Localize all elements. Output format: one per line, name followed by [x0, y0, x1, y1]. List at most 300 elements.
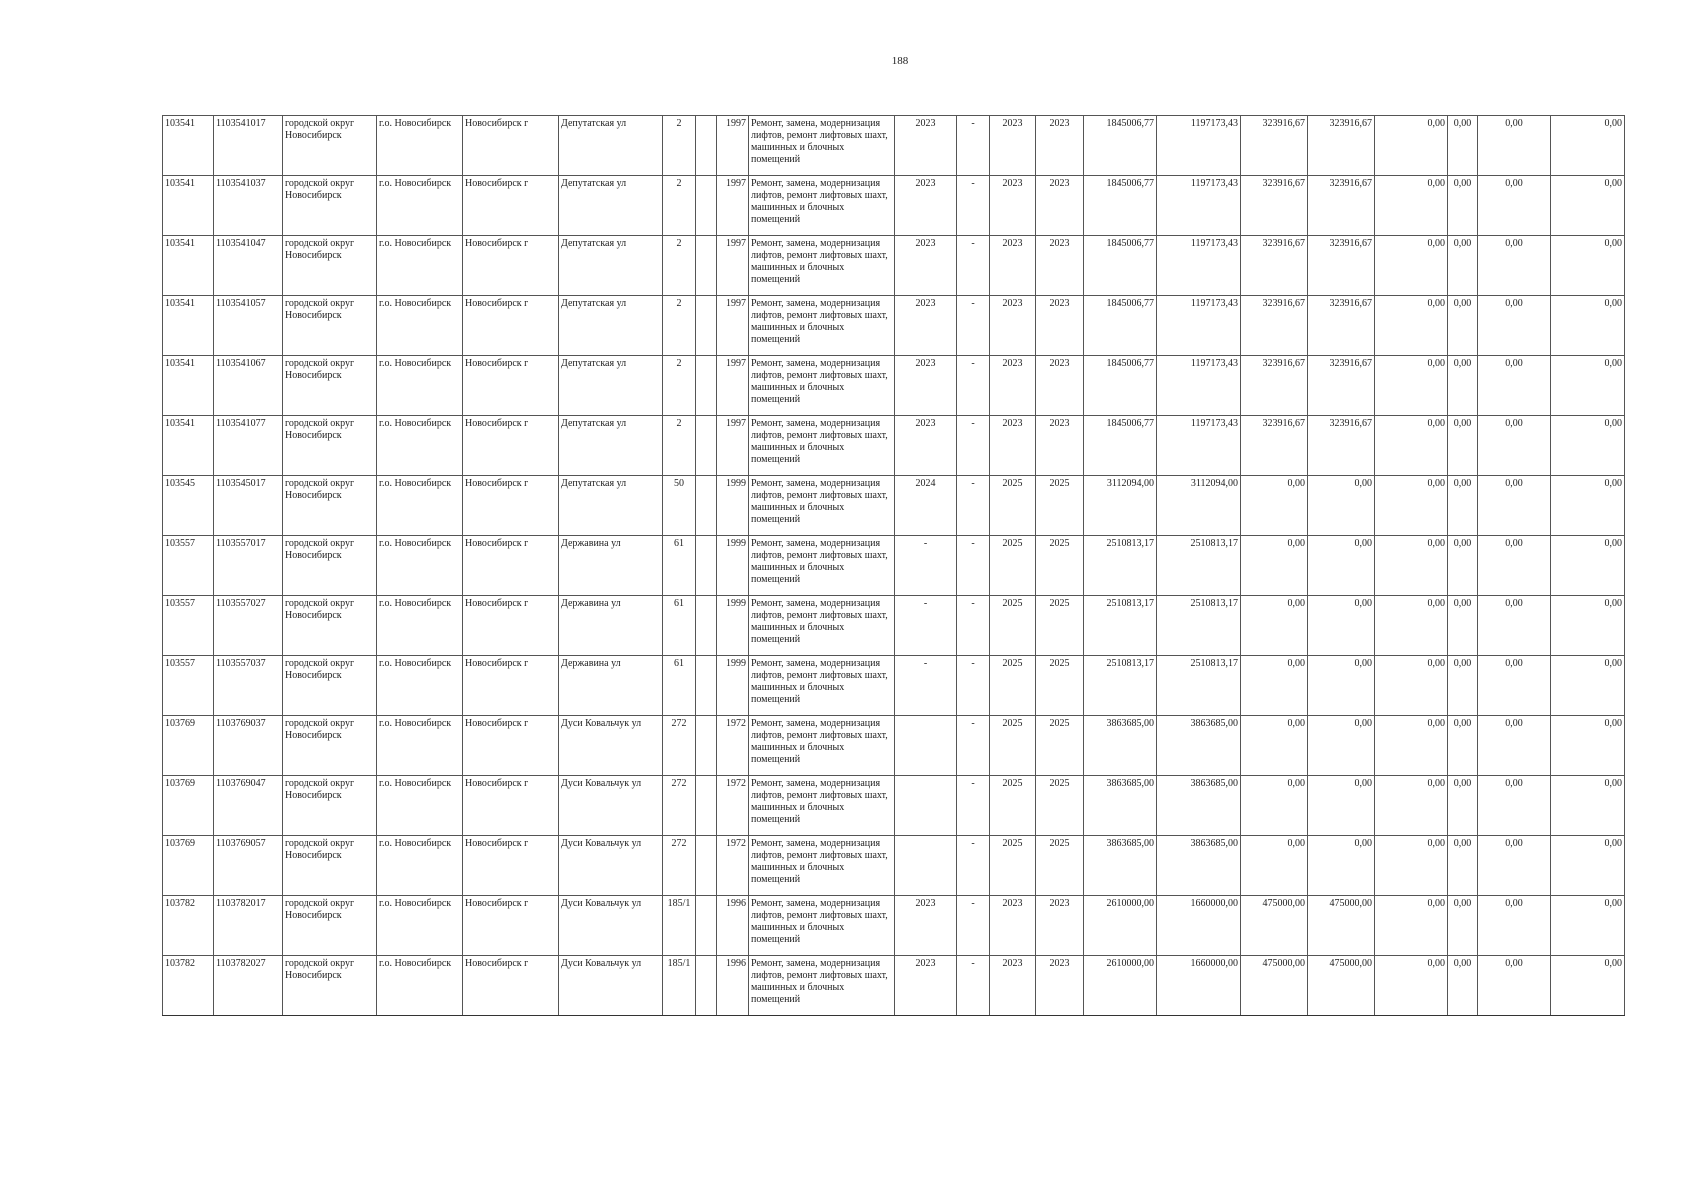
cell-fund-cost: 3112094,00	[1157, 476, 1241, 536]
cell-street: Депутатская ул	[559, 176, 663, 236]
cell-plan-year	[895, 776, 957, 836]
cell-cost-a: 0,00	[1241, 536, 1308, 596]
cell-cost-a: 323916,67	[1241, 296, 1308, 356]
cell-house: 185/1	[663, 896, 696, 956]
cell-cost-e: 0,00	[1478, 836, 1551, 896]
cell-id: 103769	[163, 716, 214, 776]
cell-cost-d: 0,00	[1448, 776, 1478, 836]
cell-year: 1997	[717, 356, 749, 416]
cell-cost-e: 0,00	[1478, 896, 1551, 956]
cell-plan-year: 2023	[895, 236, 957, 296]
cell-fund-cost: 3863685,00	[1157, 836, 1241, 896]
cell-plan-year: 2024	[895, 476, 957, 536]
table-row	[163, 956, 1625, 1016]
cell-work-type: Ремонт, замена, модернизация лифтов, ремонт лифтовых шахт, машинных и блочных помещений	[749, 296, 895, 356]
cell-fund-cost: 1660000,00	[1157, 956, 1241, 1016]
cell-plan-year: -	[895, 656, 957, 716]
cell-cost-f: 0,00	[1551, 656, 1625, 716]
cell-code: 1103769057	[214, 836, 283, 896]
cell-cost-b: 475000,00	[1308, 896, 1375, 956]
cell-work-type: Ремонт, замена, модернизация лифтов, ремонт лифтовых шахт, машинных и блочных помещений	[749, 356, 895, 416]
cell-building	[696, 176, 717, 236]
cell-plan-year: 2023	[895, 416, 957, 476]
cell-cost-b: 475000,00	[1308, 956, 1375, 1016]
cell-cost-c: 0,00	[1375, 716, 1448, 776]
cell-city: Новосибирск г	[463, 356, 559, 416]
cell-cost-e: 0,00	[1478, 776, 1551, 836]
cell-end-year: 2023	[1036, 896, 1084, 956]
cell-cost-c: 0,00	[1375, 596, 1448, 656]
cell-cost-a: 475000,00	[1241, 896, 1308, 956]
cell-dash: -	[957, 656, 990, 716]
cell-total-cost: 3112094,00	[1084, 476, 1157, 536]
cell-building	[696, 776, 717, 836]
cell-start-year: 2025	[990, 536, 1036, 596]
cell-end-year: 2023	[1036, 416, 1084, 476]
cell-start-year: 2023	[990, 896, 1036, 956]
cell-municipality: городской округ Новосибирск	[283, 776, 377, 836]
cell-work-type: Ремонт, замена, модернизация лифтов, ремонт лифтовых шахт, машинных и блочных помещений	[749, 776, 895, 836]
cell-start-year: 2023	[990, 296, 1036, 356]
table-row	[163, 356, 1625, 416]
cell-city: Новосибирск г	[463, 236, 559, 296]
cell-cost-e: 0,00	[1478, 236, 1551, 296]
cell-cost-b: 0,00	[1308, 596, 1375, 656]
cell-dash: -	[957, 236, 990, 296]
cell-work-type: Ремонт, замена, модернизация лифтов, ремонт лифтовых шахт, машинных и блочных помещений	[749, 716, 895, 776]
table-row	[163, 116, 1625, 176]
cell-end-year: 2025	[1036, 536, 1084, 596]
table-row	[163, 296, 1625, 356]
cell-total-cost: 3863685,00	[1084, 716, 1157, 776]
cell-end-year: 2025	[1036, 596, 1084, 656]
cell-house: 272	[663, 776, 696, 836]
cell-id: 103541	[163, 236, 214, 296]
cell-city: Новосибирск г	[463, 656, 559, 716]
cell-cost-e: 0,00	[1478, 176, 1551, 236]
cell-municipality: городской округ Новосибирск	[283, 296, 377, 356]
cell-cost-e: 0,00	[1478, 356, 1551, 416]
cell-cost-b: 323916,67	[1308, 296, 1375, 356]
cell-year: 1997	[717, 236, 749, 296]
cell-year: 1996	[717, 896, 749, 956]
cell-cost-a: 475000,00	[1241, 956, 1308, 1016]
cell-year: 1997	[717, 176, 749, 236]
cell-work-type: Ремонт, замена, модернизация лифтов, ремонт лифтовых шахт, машинных и блочных помещений	[749, 476, 895, 536]
cell-settlement-type: г.о. Новосибирск	[377, 716, 463, 776]
cell-house: 50	[663, 476, 696, 536]
cell-id: 103557	[163, 656, 214, 716]
cell-settlement-type: г.о. Новосибирск	[377, 836, 463, 896]
cell-cost-c: 0,00	[1375, 236, 1448, 296]
cell-start-year: 2025	[990, 836, 1036, 896]
cell-year: 1972	[717, 776, 749, 836]
cell-total-cost: 3863685,00	[1084, 776, 1157, 836]
cell-fund-cost: 2510813,17	[1157, 656, 1241, 716]
cell-end-year: 2023	[1036, 956, 1084, 1016]
cell-total-cost: 3863685,00	[1084, 836, 1157, 896]
cell-start-year: 2023	[990, 116, 1036, 176]
cell-cost-c: 0,00	[1375, 416, 1448, 476]
cell-cost-a: 0,00	[1241, 596, 1308, 656]
cell-start-year: 2025	[990, 476, 1036, 536]
cell-start-year: 2023	[990, 236, 1036, 296]
cell-cost-e: 0,00	[1478, 116, 1551, 176]
cell-dash: -	[957, 776, 990, 836]
cell-cost-b: 323916,67	[1308, 176, 1375, 236]
cell-start-year: 2025	[990, 716, 1036, 776]
cell-end-year: 2025	[1036, 476, 1084, 536]
cell-municipality: городской округ Новосибирск	[283, 356, 377, 416]
cell-code: 1103541077	[214, 416, 283, 476]
cell-total-cost: 2610000,00	[1084, 956, 1157, 1016]
cell-end-year: 2023	[1036, 116, 1084, 176]
cell-dash: -	[957, 836, 990, 896]
cell-cost-a: 323916,67	[1241, 236, 1308, 296]
cell-code: 1103545017	[214, 476, 283, 536]
cell-cost-f: 0,00	[1551, 176, 1625, 236]
cell-code: 1103782027	[214, 956, 283, 1016]
cell-start-year: 2023	[990, 956, 1036, 1016]
cell-house: 2	[663, 116, 696, 176]
cell-cost-d: 0,00	[1448, 296, 1478, 356]
cell-municipality: городской округ Новосибирск	[283, 176, 377, 236]
cell-total-cost: 1845006,77	[1084, 416, 1157, 476]
cell-cost-f: 0,00	[1551, 956, 1625, 1016]
cell-year: 1997	[717, 116, 749, 176]
cell-year: 1999	[717, 596, 749, 656]
cell-fund-cost: 3863685,00	[1157, 776, 1241, 836]
cell-cost-a: 0,00	[1241, 476, 1308, 536]
cell-settlement-type: г.о. Новосибирск	[377, 536, 463, 596]
table-row	[163, 776, 1625, 836]
cell-cost-e: 0,00	[1478, 476, 1551, 536]
cell-house: 2	[663, 176, 696, 236]
cell-cost-f: 0,00	[1551, 416, 1625, 476]
cell-city: Новосибирск г	[463, 416, 559, 476]
cell-cost-d: 0,00	[1448, 596, 1478, 656]
cell-street: Дуси Ковальчук ул	[559, 716, 663, 776]
cell-work-type: Ремонт, замена, модернизация лифтов, ремонт лифтовых шахт, машинных и блочных помещений	[749, 536, 895, 596]
cell-cost-d: 0,00	[1448, 836, 1478, 896]
cell-cost-c: 0,00	[1375, 356, 1448, 416]
cell-plan-year: 2023	[895, 956, 957, 1016]
cell-house: 2	[663, 416, 696, 476]
table-row	[163, 896, 1625, 956]
cell-cost-c: 0,00	[1375, 116, 1448, 176]
cell-house: 61	[663, 656, 696, 716]
table-row	[163, 176, 1625, 236]
cell-city: Новосибирск г	[463, 896, 559, 956]
cell-cost-e: 0,00	[1478, 296, 1551, 356]
cell-dash: -	[957, 716, 990, 776]
cell-house: 61	[663, 596, 696, 656]
cell-cost-f: 0,00	[1551, 476, 1625, 536]
cell-settlement-type: г.о. Новосибирск	[377, 416, 463, 476]
cell-cost-b: 0,00	[1308, 656, 1375, 716]
cell-municipality: городской округ Новосибирск	[283, 596, 377, 656]
cell-settlement-type: г.о. Новосибирск	[377, 296, 463, 356]
cell-municipality: городской округ Новосибирск	[283, 416, 377, 476]
cell-cost-b: 0,00	[1308, 716, 1375, 776]
cell-code: 1103557037	[214, 656, 283, 716]
cell-id: 103782	[163, 896, 214, 956]
cell-city: Новосибирск г	[463, 116, 559, 176]
table-body	[163, 116, 1625, 1016]
cell-year: 1972	[717, 836, 749, 896]
cell-total-cost: 1845006,77	[1084, 356, 1157, 416]
cell-settlement-type: г.о. Новосибирск	[377, 116, 463, 176]
cell-start-year: 2025	[990, 656, 1036, 716]
cell-fund-cost: 1660000,00	[1157, 896, 1241, 956]
cell-plan-year: 2023	[895, 176, 957, 236]
cell-plan-year: 2023	[895, 356, 957, 416]
page-number: 188	[891, 55, 909, 67]
cell-year: 1996	[717, 956, 749, 1016]
cell-code: 1103557017	[214, 536, 283, 596]
table-row	[163, 536, 1625, 596]
cell-work-type: Ремонт, замена, модернизация лифтов, ремонт лифтовых шахт, машинных и блочных помещений	[749, 596, 895, 656]
cell-street: Депутатская ул	[559, 476, 663, 536]
cell-building	[696, 116, 717, 176]
cell-plan-year: 2023	[895, 896, 957, 956]
cell-end-year: 2025	[1036, 716, 1084, 776]
cell-municipality: городской округ Новосибирск	[283, 716, 377, 776]
cell-code: 1103541017	[214, 116, 283, 176]
cell-work-type: Ремонт, замена, модернизация лифтов, ремонт лифтовых шахт, машинных и блочных помещений	[749, 956, 895, 1016]
cell-dash: -	[957, 416, 990, 476]
cell-settlement-type: г.о. Новосибирск	[377, 956, 463, 1016]
cell-plan-year: 2023	[895, 296, 957, 356]
cell-street: Дуси Ковальчук ул	[559, 956, 663, 1016]
cell-municipality: городской округ Новосибирск	[283, 116, 377, 176]
cell-end-year: 2025	[1036, 656, 1084, 716]
cell-total-cost: 1845006,77	[1084, 176, 1157, 236]
cell-dash: -	[957, 476, 990, 536]
cell-cost-e: 0,00	[1478, 596, 1551, 656]
cell-dash: -	[957, 896, 990, 956]
cell-year: 1997	[717, 416, 749, 476]
cell-building	[696, 476, 717, 536]
cell-building	[696, 356, 717, 416]
cell-dash: -	[957, 176, 990, 236]
cell-house: 2	[663, 356, 696, 416]
cell-work-type: Ремонт, замена, модернизация лифтов, ремонт лифтовых шахт, машинных и блочных помещений	[749, 836, 895, 896]
cell-cost-e: 0,00	[1478, 656, 1551, 716]
cell-cost-b: 0,00	[1308, 776, 1375, 836]
cell-cost-e: 0,00	[1478, 956, 1551, 1016]
cell-city: Новосибирск г	[463, 836, 559, 896]
cell-building	[696, 896, 717, 956]
cell-house: 2	[663, 296, 696, 356]
cell-work-type: Ремонт, замена, модернизация лифтов, ремонт лифтовых шахт, машинных и блочных помещений	[749, 416, 895, 476]
cell-end-year: 2025	[1036, 836, 1084, 896]
repair-program-table	[162, 115, 1625, 1016]
cell-plan-year: -	[895, 536, 957, 596]
cell-municipality: городской округ Новосибирск	[283, 236, 377, 296]
cell-work-type: Ремонт, замена, модернизация лифтов, ремонт лифтовых шахт, машинных и блочных помещений	[749, 116, 895, 176]
cell-city: Новосибирск г	[463, 176, 559, 236]
cell-dash: -	[957, 596, 990, 656]
cell-street: Державина ул	[559, 656, 663, 716]
cell-cost-b: 323916,67	[1308, 236, 1375, 296]
cell-id: 103769	[163, 776, 214, 836]
cell-start-year: 2023	[990, 356, 1036, 416]
cell-settlement-type: г.о. Новосибирск	[377, 176, 463, 236]
cell-street: Депутатская ул	[559, 116, 663, 176]
cell-building	[696, 836, 717, 896]
cell-cost-e: 0,00	[1478, 716, 1551, 776]
cell-code: 1103541057	[214, 296, 283, 356]
cell-settlement-type: г.о. Новосибирск	[377, 896, 463, 956]
cell-code: 1103541037	[214, 176, 283, 236]
cell-id: 103545	[163, 476, 214, 536]
cell-cost-d: 0,00	[1448, 656, 1478, 716]
cell-dash: -	[957, 536, 990, 596]
cell-building	[696, 536, 717, 596]
cell-building	[696, 716, 717, 776]
cell-code: 1103541067	[214, 356, 283, 416]
cell-fund-cost: 3863685,00	[1157, 716, 1241, 776]
cell-code: 1103541047	[214, 236, 283, 296]
cell-id: 103541	[163, 176, 214, 236]
cell-cost-c: 0,00	[1375, 536, 1448, 596]
cell-cost-a: 323916,67	[1241, 176, 1308, 236]
cell-id: 103769	[163, 836, 214, 896]
cell-cost-c: 0,00	[1375, 296, 1448, 356]
cell-end-year: 2025	[1036, 776, 1084, 836]
cell-building	[696, 956, 717, 1016]
cell-cost-f: 0,00	[1551, 296, 1625, 356]
table-row	[163, 716, 1625, 776]
cell-cost-b: 0,00	[1308, 836, 1375, 896]
cell-cost-f: 0,00	[1551, 716, 1625, 776]
table-row	[163, 416, 1625, 476]
cell-total-cost: 1845006,77	[1084, 236, 1157, 296]
cell-cost-d: 0,00	[1448, 536, 1478, 596]
cell-settlement-type: г.о. Новосибирск	[377, 236, 463, 296]
cell-id: 103541	[163, 116, 214, 176]
cell-building	[696, 236, 717, 296]
cell-dash: -	[957, 116, 990, 176]
cell-street: Дуси Ковальчук ул	[559, 836, 663, 896]
table-row	[163, 656, 1625, 716]
cell-house: 185/1	[663, 956, 696, 1016]
cell-city: Новосибирск г	[463, 956, 559, 1016]
cell-city: Новосибирск г	[463, 596, 559, 656]
cell-city: Новосибирск г	[463, 716, 559, 776]
cell-house: 272	[663, 716, 696, 776]
cell-cost-c: 0,00	[1375, 956, 1448, 1016]
cell-municipality: городской округ Новосибирск	[283, 956, 377, 1016]
cell-code: 1103557027	[214, 596, 283, 656]
cell-id: 103557	[163, 536, 214, 596]
cell-plan-year: 2023	[895, 116, 957, 176]
cell-total-cost: 1845006,77	[1084, 296, 1157, 356]
table-row	[163, 236, 1625, 296]
table-row	[163, 596, 1625, 656]
cell-building	[696, 596, 717, 656]
cell-id: 103541	[163, 416, 214, 476]
cell-cost-d: 0,00	[1448, 716, 1478, 776]
cell-cost-e: 0,00	[1478, 536, 1551, 596]
cell-id: 103557	[163, 596, 214, 656]
cell-municipality: городской округ Новосибирск	[283, 836, 377, 896]
cell-year: 1999	[717, 476, 749, 536]
cell-cost-d: 0,00	[1448, 176, 1478, 236]
cell-street: Державина ул	[559, 596, 663, 656]
cell-cost-a: 0,00	[1241, 716, 1308, 776]
cell-cost-d: 0,00	[1448, 236, 1478, 296]
cell-settlement-type: г.о. Новосибирск	[377, 596, 463, 656]
cell-settlement-type: г.о. Новосибирск	[377, 476, 463, 536]
cell-start-year: 2023	[990, 176, 1036, 236]
cell-fund-cost: 2510813,17	[1157, 536, 1241, 596]
cell-cost-b: 323916,67	[1308, 116, 1375, 176]
cell-street: Депутатская ул	[559, 236, 663, 296]
cell-code: 1103769047	[214, 776, 283, 836]
cell-cost-f: 0,00	[1551, 836, 1625, 896]
cell-fund-cost: 1197173,43	[1157, 416, 1241, 476]
cell-building	[696, 296, 717, 356]
cell-city: Новосибирск г	[463, 476, 559, 536]
cell-cost-f: 0,00	[1551, 356, 1625, 416]
cell-dash: -	[957, 356, 990, 416]
cell-cost-c: 0,00	[1375, 776, 1448, 836]
cell-city: Новосибирск г	[463, 296, 559, 356]
cell-street: Депутатская ул	[559, 356, 663, 416]
cell-cost-f: 0,00	[1551, 536, 1625, 596]
cell-street: Державина ул	[559, 536, 663, 596]
cell-settlement-type: г.о. Новосибирск	[377, 656, 463, 716]
cell-dash: -	[957, 296, 990, 356]
cell-total-cost: 2610000,00	[1084, 896, 1157, 956]
cell-fund-cost: 2510813,17	[1157, 596, 1241, 656]
cell-cost-d: 0,00	[1448, 416, 1478, 476]
cell-plan-year: -	[895, 596, 957, 656]
cell-street: Депутатская ул	[559, 416, 663, 476]
cell-cost-d: 0,00	[1448, 356, 1478, 416]
cell-municipality: городской округ Новосибирск	[283, 536, 377, 596]
cell-cost-d: 0,00	[1448, 896, 1478, 956]
cell-cost-a: 323916,67	[1241, 356, 1308, 416]
cell-cost-f: 0,00	[1551, 116, 1625, 176]
cell-cost-f: 0,00	[1551, 776, 1625, 836]
table-row	[163, 476, 1625, 536]
cell-end-year: 2023	[1036, 296, 1084, 356]
cell-year: 1997	[717, 296, 749, 356]
cell-fund-cost: 1197173,43	[1157, 296, 1241, 356]
cell-total-cost: 1845006,77	[1084, 116, 1157, 176]
cell-cost-d: 0,00	[1448, 956, 1478, 1016]
cell-cost-b: 0,00	[1308, 476, 1375, 536]
cell-cost-b: 323916,67	[1308, 416, 1375, 476]
cell-cost-c: 0,00	[1375, 836, 1448, 896]
cell-year: 1972	[717, 716, 749, 776]
cell-cost-c: 0,00	[1375, 476, 1448, 536]
cell-city: Новосибирск г	[463, 776, 559, 836]
cell-work-type: Ремонт, замена, модернизация лифтов, ремонт лифтовых шахт, машинных и блочных помещений	[749, 656, 895, 716]
cell-work-type: Ремонт, замена, модернизация лифтов, ремонт лифтовых шахт, машинных и блочных помещений	[749, 176, 895, 236]
cell-house: 2	[663, 236, 696, 296]
cell-plan-year	[895, 716, 957, 776]
cell-street: Дуси Ковальчук ул	[559, 896, 663, 956]
cell-total-cost: 2510813,17	[1084, 536, 1157, 596]
cell-start-year: 2023	[990, 416, 1036, 476]
cell-settlement-type: г.о. Новосибирск	[377, 356, 463, 416]
cell-id: 103541	[163, 356, 214, 416]
cell-code: 1103769037	[214, 716, 283, 776]
